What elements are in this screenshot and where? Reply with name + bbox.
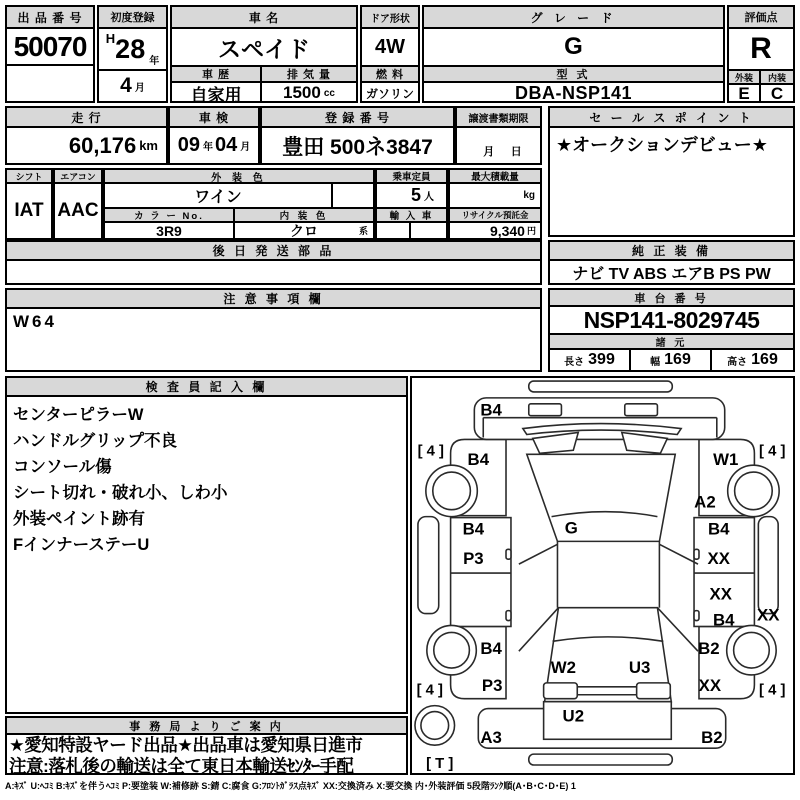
later-parts-box xyxy=(5,240,542,285)
registration-number-value: 豊田 500ネ3847 xyxy=(282,135,433,159)
damage-diagram-box xyxy=(410,376,795,775)
equipment-box xyxy=(548,240,795,285)
max-load-box xyxy=(448,168,542,240)
damage-code-label: U3 xyxy=(628,657,651,677)
office-notice-lines xyxy=(7,735,406,776)
score-header: 評価点 xyxy=(729,7,793,29)
exterior-header: 外装 xyxy=(729,69,761,85)
lot-number-empty-cell xyxy=(7,66,93,101)
damage-code-label: [ T ] xyxy=(426,755,454,772)
mileage-box xyxy=(5,106,168,165)
length-cell: 長さ 399 xyxy=(550,350,631,370)
caution-notes-value: W64 xyxy=(13,312,57,331)
damage-code-label: B4 xyxy=(480,639,502,659)
flap-line xyxy=(659,544,698,564)
mileage-header: 走 行 xyxy=(7,108,166,128)
rear-bumper-strip xyxy=(529,754,672,765)
damage-code-label: P3 xyxy=(463,549,484,569)
chassis-header: 車 台 番 号 xyxy=(550,290,793,307)
model-code-header: 型 式 xyxy=(424,65,723,83)
caution-notes-header: 注 意 事 項 欄 xyxy=(7,290,540,309)
score-value: R xyxy=(750,32,772,65)
inspector-note-line: ハンドルグリップ不良 xyxy=(13,432,178,450)
era-letter: H xyxy=(105,31,116,46)
windshield xyxy=(527,454,675,541)
chassis-box xyxy=(548,288,795,372)
capacity-box xyxy=(375,168,448,240)
damage-code-label: XX xyxy=(698,675,722,695)
right-door-hinge xyxy=(694,611,699,621)
rear-left-wheel-inner xyxy=(434,632,470,668)
color-no-header: カ ラ ー No. xyxy=(105,209,235,223)
damage-code-label: [ 4 ] xyxy=(759,443,786,460)
front-bumper-strip xyxy=(529,381,672,392)
import-header: 輸 入 車 xyxy=(377,209,446,223)
left-taillight xyxy=(544,683,578,699)
car-name-value: スペイド xyxy=(218,35,310,62)
transfer-docs-value: 月 日 xyxy=(483,146,522,158)
damage-code-label: A2 xyxy=(694,492,716,512)
car-name-header: 車 名 xyxy=(172,7,356,29)
registration-number-header: 登 録 番 号 xyxy=(262,108,453,128)
inspector-notes-list xyxy=(7,397,406,558)
transfer-docs-box xyxy=(455,106,542,165)
damage-code-label: XX xyxy=(707,549,730,569)
sales-point-header: セ ー ル ス ポ イ ン ト xyxy=(550,108,793,128)
office-notice-line: 注意:落札後の輸送は全て東日本輸送ｾﾝﾀｰ手配 xyxy=(9,755,354,776)
damage-code-label: B2 xyxy=(701,728,723,748)
damage-code-label: B4 xyxy=(708,519,730,539)
era-year: 28 xyxy=(115,34,146,64)
right-rocker-rail xyxy=(758,517,778,614)
exterior-color-empty-cell xyxy=(333,184,373,207)
right-door-hinge xyxy=(694,549,699,559)
capacity-header: 乗車定員 xyxy=(377,170,446,184)
damage-code-label: B4 xyxy=(462,519,485,539)
exterior-value: E xyxy=(729,85,761,103)
shift-box xyxy=(5,168,53,240)
equipment-header: 純 正 装 備 xyxy=(550,242,793,261)
registration-number-box xyxy=(260,106,455,165)
history-header: 車 歴 xyxy=(172,65,262,83)
shift-value: IAT xyxy=(14,200,44,221)
door-shape-header: ドア形状 xyxy=(362,7,418,29)
max-load-value: kg xyxy=(450,184,540,209)
mileage-value: 60,176 km xyxy=(68,132,158,158)
aircon-header: エアコン xyxy=(55,170,101,184)
lot-number-box xyxy=(5,5,95,103)
shaken-header: 車 検 xyxy=(170,108,258,128)
office-notice-header: 事 務 局 よ り ご 案 内 xyxy=(7,718,406,735)
equipment-value: ナビ TV ABS エアB PS PW xyxy=(572,265,771,283)
flap-line xyxy=(519,544,558,564)
door-shape-value: 4W xyxy=(375,35,405,58)
damage-code-label: XX xyxy=(757,605,780,625)
aircon-value: AAC xyxy=(57,200,99,221)
aircon-box xyxy=(53,168,103,240)
damage-code-label: B2 xyxy=(698,639,720,659)
later-parts-value xyxy=(7,261,540,283)
lot-number-header: 出 品 番 号 xyxy=(7,7,93,29)
fuel-header: 燃 料 xyxy=(362,65,418,83)
grade-header: グ レ ー ド xyxy=(424,7,723,29)
front-left-wheel-inner xyxy=(433,472,471,510)
left-door-hinge xyxy=(506,611,511,621)
first-registration-year xyxy=(99,29,166,71)
lot-number-value: 50070 xyxy=(7,29,93,66)
first-registration-month: 4 月 xyxy=(120,74,145,97)
model-code-value: DBA-NSP141 xyxy=(514,83,633,103)
height-cell: 高さ 169 xyxy=(727,351,778,368)
width-cell: 幅 169 xyxy=(631,350,712,370)
color-no-value: 3R9 xyxy=(105,223,235,238)
dimensions-header: 諸 元 xyxy=(550,335,793,350)
damage-code-label: B4 xyxy=(480,400,502,420)
inspector-notes-header: 検 査 員 記 入 欄 xyxy=(7,378,406,397)
sales-point-value: ★オークションデビュー★ xyxy=(556,135,768,155)
color-box xyxy=(103,168,375,240)
left-headlight xyxy=(529,404,562,416)
exterior-color-header: 外 装 色 xyxy=(105,170,373,184)
year-unit: 年 xyxy=(149,56,160,67)
interior-header: 内装 xyxy=(761,69,793,85)
damage-code-label: A3 xyxy=(480,728,502,748)
damage-code-label: G xyxy=(564,518,578,538)
fuel-value: ガソリン xyxy=(365,86,414,101)
shift-header: シフト xyxy=(7,170,51,184)
caution-notes-box xyxy=(5,288,542,372)
displacement-header: 排 気 量 xyxy=(262,65,356,83)
interior-color-header: 内 装 色 xyxy=(235,209,373,223)
shaken-value: 09 年 04 月 xyxy=(177,134,251,156)
inspector-note-line: コンソール傷 xyxy=(13,458,112,476)
spare-tire-inner xyxy=(421,712,449,740)
grade-value: G xyxy=(564,33,583,60)
transfer-docs-header: 譲渡書類期限 xyxy=(457,108,540,128)
interior-color-value: クロ 系 xyxy=(290,223,368,238)
car-name-box xyxy=(170,5,358,103)
history-value: 自家用 xyxy=(172,83,262,103)
inspector-note-line: センターピラーW xyxy=(13,406,144,424)
interior-value: C xyxy=(770,85,784,103)
inspector-notes-box xyxy=(5,376,408,714)
capacity-value: 5 人 xyxy=(377,184,446,209)
chassis-value: NSP141-8029745 xyxy=(550,307,793,335)
damage-code-label: [ 4 ] xyxy=(759,682,786,699)
max-load-header: 最大積載量 xyxy=(450,170,540,184)
recycle-header: リサイクル預託金 xyxy=(450,209,540,223)
score-box xyxy=(727,5,795,103)
damage-code-label: [ 4 ] xyxy=(417,443,444,460)
rear-right-wheel-inner xyxy=(734,632,770,668)
damage-code-label: [ 4 ] xyxy=(416,682,444,699)
damage-code-label: W1 xyxy=(713,450,739,470)
damage-code-label: B4 xyxy=(467,450,490,470)
inspector-note-line: FインナーステーU xyxy=(13,536,150,554)
front-panel xyxy=(474,398,724,440)
left-rocker-rail xyxy=(418,517,439,614)
sales-point-box xyxy=(548,106,795,237)
car-damage-diagram xyxy=(412,378,793,773)
damage-code-label: P3 xyxy=(481,675,503,695)
recycle-value: 9,340 円 xyxy=(489,223,536,238)
interior-color-suffix: 系 xyxy=(358,226,368,236)
grade-box xyxy=(422,5,725,103)
damage-code-legend: A:ｷｽﾞ U:ﾍｺﾐ B:ｷｽﾞを伴うﾍｺﾐ P:要塗装 W:補修跡 S:錆 C:腐食 G:ﾌﾛﾝﾄｶﾞﾗｽ点ｷｽﾞ XX:交換済み X:要交換 内･外装評価 5段階ﾗﾝｸ順(A･B･C･D･E) 1 xyxy=(5,781,576,791)
damage-code-label: B4 xyxy=(712,610,735,630)
shaken-box xyxy=(168,106,260,165)
door-shape-box xyxy=(360,5,420,103)
first-registration-box xyxy=(97,5,168,103)
exterior-color-value: ワイン xyxy=(105,184,333,207)
inspector-note-line: 外装ペイント跡有 xyxy=(13,510,145,528)
right-headlight xyxy=(625,404,658,416)
displacement-value: 1500 cc xyxy=(283,83,335,102)
import-cell-left xyxy=(377,223,411,238)
office-notice-line: ★愛知特設ヤード出品★出品車は愛知県日進市 xyxy=(9,735,363,755)
front-right-wheel-inner xyxy=(735,472,773,510)
damage-code-label: XX xyxy=(709,584,732,604)
import-cell-right xyxy=(411,223,446,238)
later-parts-header: 後 日 発 送 部 品 xyxy=(7,242,540,261)
right-taillight xyxy=(637,683,671,699)
inspector-note-line: シート切れ・破れ小、しわ小 xyxy=(13,484,228,502)
damage-code-label: W2 xyxy=(550,657,577,677)
left-door-hinge xyxy=(506,549,511,559)
first-registration-header: 初度登録 xyxy=(99,7,166,29)
damage-code-label: U2 xyxy=(562,706,585,726)
office-notice-box xyxy=(5,716,408,775)
